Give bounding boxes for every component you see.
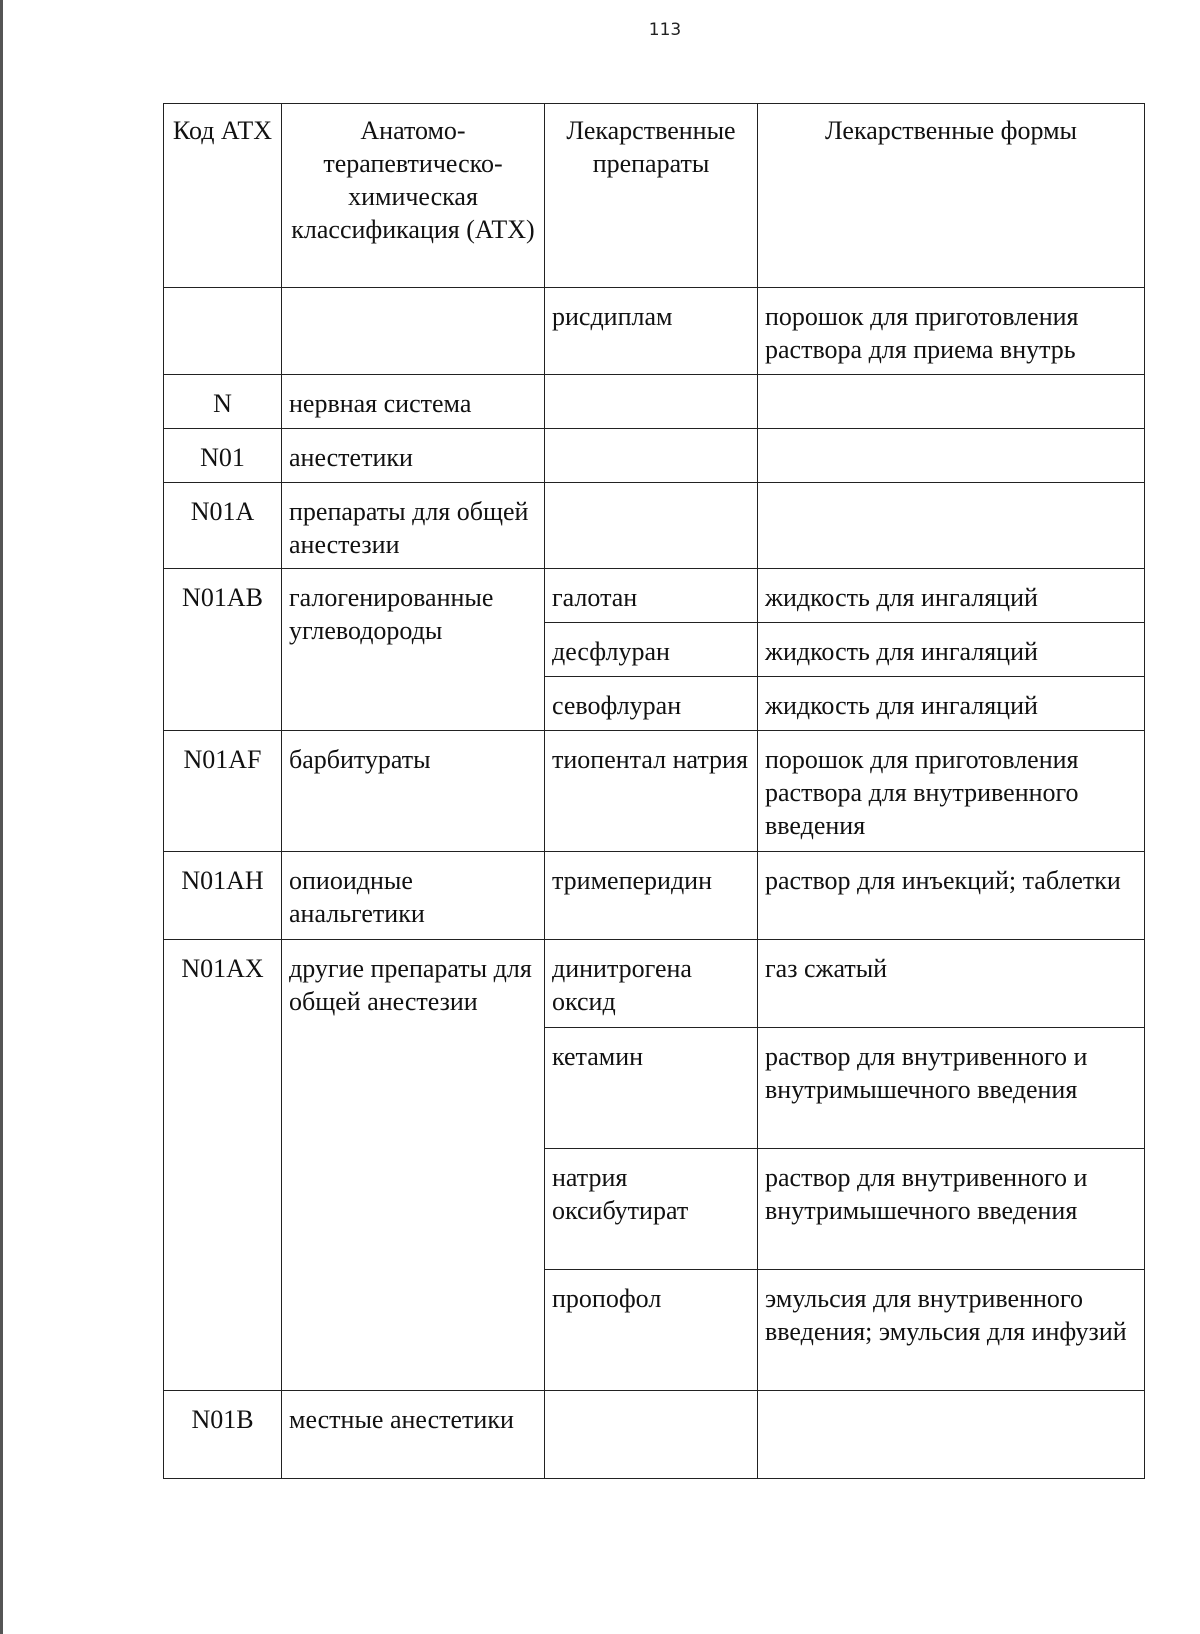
drug-name: [545, 429, 758, 483]
drug-form: порошок для приготовления раствора для внутривенного введения: [758, 731, 1145, 852]
drug-form: эмульсия для внутривенного введения; эмульсия для инфузий: [758, 1270, 1145, 1391]
atc-class: местные анестетики: [282, 1391, 545, 1479]
atc-class: опиоидные анальгетики: [282, 852, 545, 940]
table-row: [164, 569, 1145, 623]
scan-edge: [0, 0, 3, 1634]
atc-code: N01AF: [164, 731, 282, 852]
drug-form: газ сжатый: [758, 940, 1145, 1028]
drug-name: севофлуран: [545, 677, 758, 731]
table-row: [164, 483, 1145, 569]
drug-name: [545, 1391, 758, 1479]
header-classification: Анатомо-терапевтическо-химическая классификация (АТХ): [282, 104, 545, 288]
header-forms: Лекарственные формы: [758, 104, 1145, 288]
table-row: [164, 288, 1145, 375]
atc-class: нервная система: [282, 375, 545, 429]
atc-table: [163, 103, 1145, 1479]
drug-name: [545, 483, 758, 569]
drug-name: тиопентал натрия: [545, 731, 758, 852]
atc-class: препараты для общей анестезии: [282, 483, 545, 569]
page-number: 113: [648, 20, 682, 40]
drug-name: рисдиплам: [545, 288, 758, 375]
atc-code: N01AB: [164, 569, 282, 731]
drug-name: натрия оксибутират: [545, 1149, 758, 1270]
drug-name: пропофол: [545, 1270, 758, 1391]
atc-code: N01AH: [164, 852, 282, 940]
drug-form: жидкость для ингаляций: [758, 677, 1145, 731]
drug-name: десфлуран: [545, 623, 758, 677]
drug-form: [758, 375, 1145, 429]
table-header-row: [164, 104, 1145, 288]
atc-class: другие препараты для общей анестезии: [282, 940, 545, 1391]
header-code: Код АТХ: [164, 104, 282, 288]
atc-code: N01B: [164, 1391, 282, 1479]
atc-code: N01A: [164, 483, 282, 569]
drug-form: [758, 1391, 1145, 1479]
drug-form: [758, 429, 1145, 483]
atc-class: галогенированные углеводороды: [282, 569, 545, 731]
drug-name: тримеперидин: [545, 852, 758, 940]
table-row: [164, 375, 1145, 429]
drug-form: раствор для инъекций; таблетки: [758, 852, 1145, 940]
atc-code: N: [164, 375, 282, 429]
atc-code: N01: [164, 429, 282, 483]
drug-form: порошок для приготовления раствора для приема внутрь: [758, 288, 1145, 375]
atc-code: [164, 288, 282, 375]
drug-form: жидкость для ингаляций: [758, 623, 1145, 677]
atc-class: анестетики: [282, 429, 545, 483]
drug-name: динитрогена оксид: [545, 940, 758, 1028]
drug-form: жидкость для ингаляций: [758, 569, 1145, 623]
drug-name: [545, 375, 758, 429]
drug-form: [758, 483, 1145, 569]
table-row: [164, 1391, 1145, 1479]
header-drugs: Лекарственные препараты: [545, 104, 758, 288]
table-row: [164, 731, 1145, 852]
table-row: [164, 852, 1145, 940]
drug-name: галотан: [545, 569, 758, 623]
atc-class: барбитураты: [282, 731, 545, 852]
atc-code: N01AX: [164, 940, 282, 1391]
table-row: [164, 429, 1145, 483]
drug-name: кетамин: [545, 1028, 758, 1149]
atc-class: [282, 288, 545, 375]
drug-form: раствор для внутривенного и внутримышечного введения: [758, 1149, 1145, 1270]
table-row: [164, 940, 1145, 1028]
drug-form: раствор для внутривенного и внутримышечного введения: [758, 1028, 1145, 1149]
